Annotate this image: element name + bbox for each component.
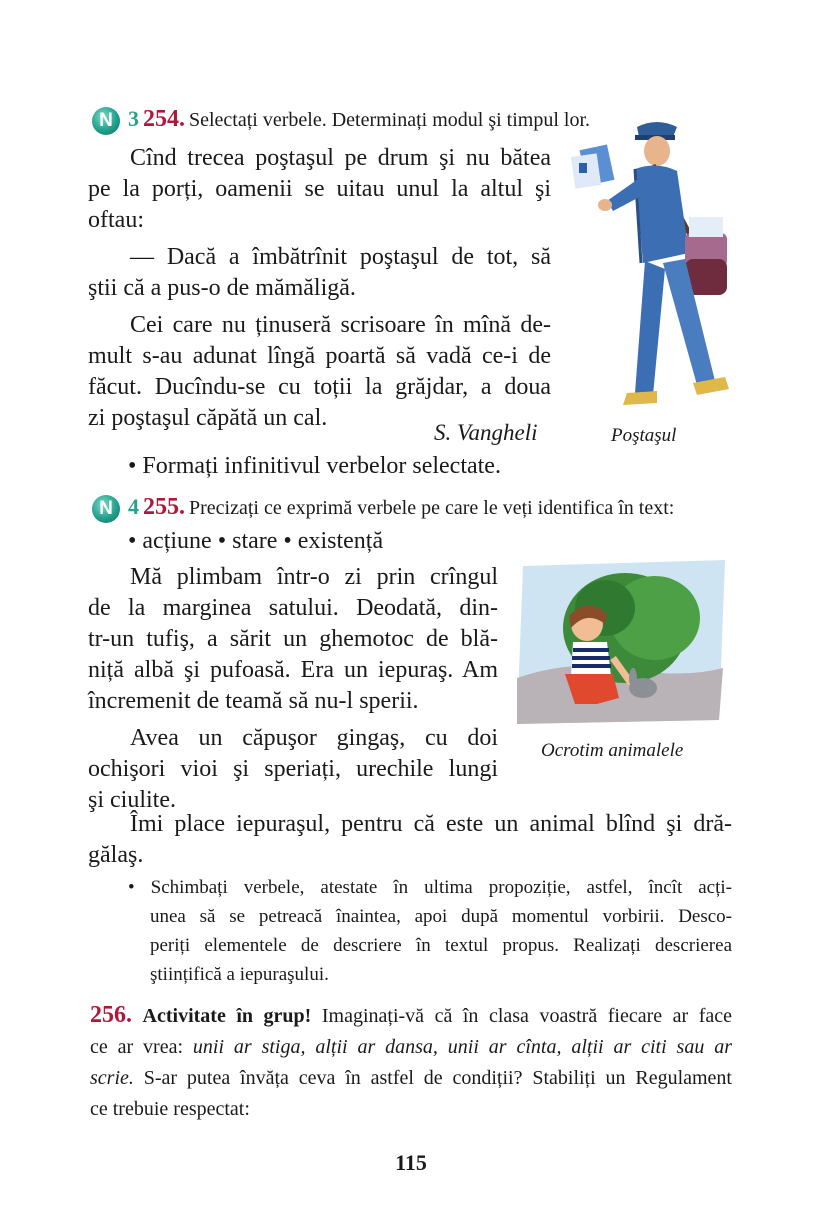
task-255 [128,873,732,989]
text-line: ştii că a pus-o de mămăligă. [88,275,356,301]
text-line: ce ar vrea: [90,1036,184,1058]
text-line: niță albă şi pufoasă. Era un iepuraş. Am [88,657,498,683]
text-line: ştiințifică a iepuraşului. [150,964,329,985]
text-line: oftau: [88,207,144,233]
text-line: unii ar stiga, alții ar dansa, unii ar cînta, alții ar citi sau ar [192,1036,732,1058]
text-line: ochişori vioi şi speriați, urechile lungi [88,756,498,782]
exercise-number: 255. [143,494,185,520]
text-line: • Schimbați verbele, atestate în ultima propoziție, astfel, încît acți- [128,877,732,898]
text-line: de la marginea satului. Deodată, din- [88,595,498,621]
story-text-255-end [88,809,732,871]
story-text-255 [88,562,498,816]
text-line: mult s-au adunat lîngă poartă să vadă ce-i de [88,343,551,369]
text-line: încremenit de teamă să nu-l sperii. [88,688,419,714]
text-line: şi ciulite. [88,787,176,813]
text-line: Imaginați-vă că în clasa voastră fiecare ar face [321,1005,732,1027]
exercise-number: 256. [90,1002,132,1028]
page-number: 115 [395,1150,427,1175]
text-line: unea să se petreacă înaintea, apoi după momentul vorbirii. Desco- [150,906,732,927]
exercise-heading: Activitate în grup! [142,1005,312,1027]
text-line: scrie. [90,1067,134,1089]
text-line: zi poştaşul căpătă un cal. [88,405,328,431]
text-line: Avea un căpuşor gingaş, cu doi [130,725,498,751]
text-line: Mă plimbam într-o zi prin crîngul [130,564,498,590]
exercise-number: 254. [143,106,185,132]
text-line: S-ar putea învăța ceva în astfel de condiții? Stabiliți un Regulament [143,1067,732,1089]
text-line: Îmi place iepuraşul, pentru că este un animal blînd şi dră- [130,811,732,837]
verb-categories: • acțiune • stare • existență [128,528,384,554]
author-name: S. Vangheli [434,420,538,445]
girl-with-rabbit-illustration [515,558,730,726]
text-line: periți elementele de descriere în textul propus. Realizați descrierea [150,935,732,956]
exercise-255-header [128,494,674,521]
text-line: pe la porți, oamenii se uitau unul la altul şi [88,176,551,202]
illustration-caption: Ocrotim animalele [541,740,684,761]
exercise-instruction: Precizați ce exprimă verbele pe care le veți identifica în text: [189,497,675,519]
text-line: gălaş. [88,842,144,868]
level-badge-icon: N [92,107,120,135]
text-line: ce trebuie respectat: [90,1098,250,1120]
difficulty-level: 4 [128,494,139,519]
exercise-256 [90,1000,732,1125]
postman-illustration [565,113,735,413]
text-line: tr-un tufiş, a sărit un ghemotoc de blă- [88,626,498,652]
level-badge-icon: N [92,495,120,523]
illustration-caption: Poştaşul [611,425,677,446]
task-254: • Formați infinitivul verbelor selectate. [128,453,501,479]
difficulty-level: 3 [128,106,139,131]
exercise-instruction: Selectați verbele. Determinați modul şi timpul lor. [189,109,591,131]
text-line: — Dacă a îmbătrînit poştaşul de tot, să [130,244,551,270]
text-line: Cei care nu ținuseră scrisoare în mînă de- [130,312,551,338]
text-line: Cînd trecea poştaşul pe drum şi nu bătea [130,145,551,171]
poem-text-254 [88,143,551,434]
exercise-254-header [128,106,590,133]
text-line: făcut. Ducîndu-se cu toții la grăjdar, a doua [88,374,551,400]
